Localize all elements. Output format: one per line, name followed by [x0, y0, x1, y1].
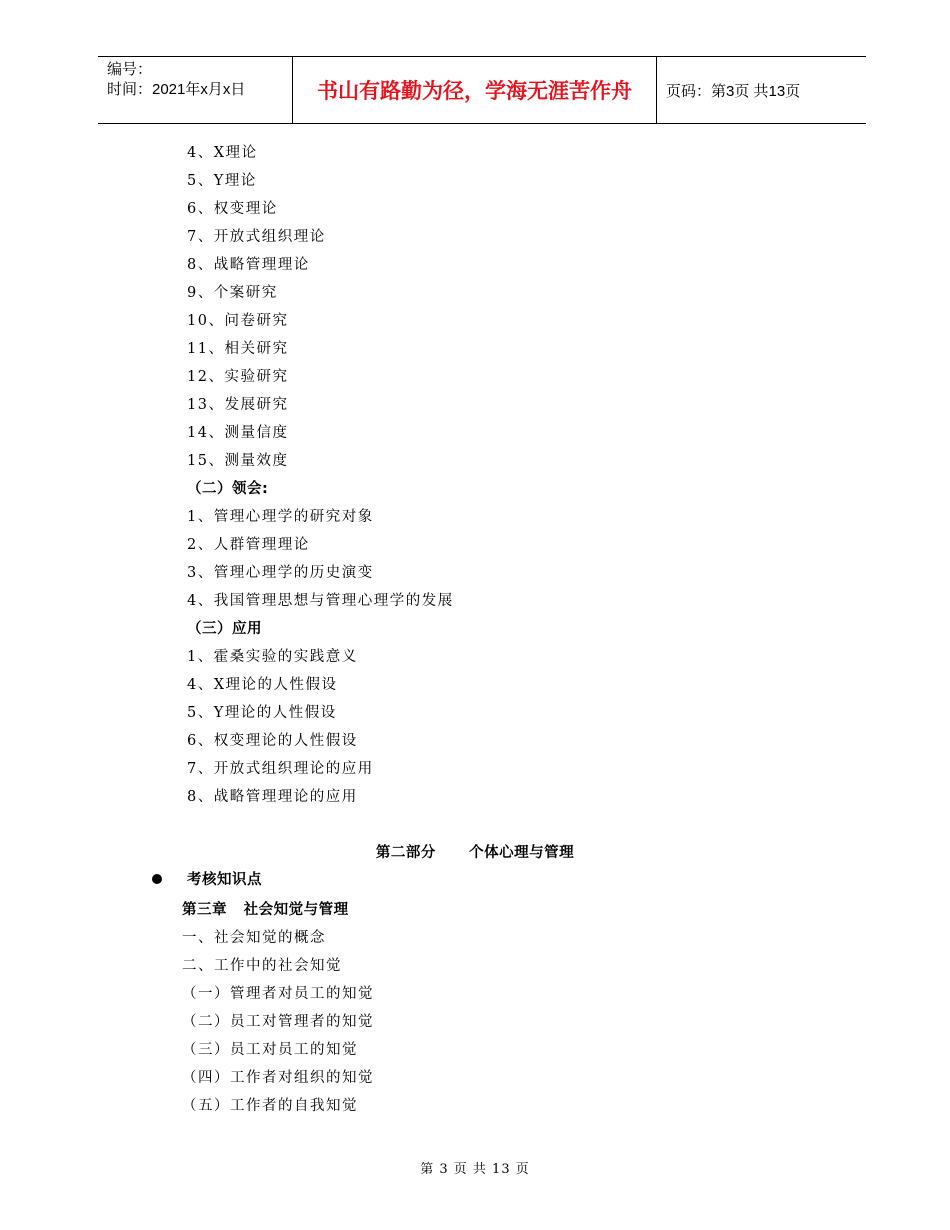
list-item: 5、Y理论的人性假设 — [187, 705, 337, 721]
list-item: 6、权变理论 — [187, 201, 278, 217]
list-item: 1、霍桑实验的实践意义 — [187, 649, 358, 665]
list-item: 5、Y理论 — [187, 173, 257, 189]
list-item: （五）工作者的自我知觉 — [182, 1098, 358, 1114]
list-item: 7、开放式组织理论的应用 — [187, 761, 374, 777]
list-item: 11、相关研究 — [187, 341, 289, 357]
list-item: 二、工作中的社会知觉 — [182, 958, 342, 974]
header-page-info: 页码：第3页 共13页 — [666, 82, 801, 100]
list-item: 9、个案研究 — [187, 285, 278, 301]
list-item: （一）管理者对员工的知觉 — [182, 986, 374, 1002]
page-footer: 第 3 页 共 13 页 — [420, 1162, 530, 1177]
page-header — [98, 56, 866, 124]
document-number-label: 编号： — [107, 61, 153, 78]
list-item: （四）工作者对组织的知觉 — [182, 1070, 374, 1086]
list-item: （三）员工对员工的知觉 — [182, 1042, 358, 1058]
part-title: 第二部分 个体心理与管理 — [375, 845, 575, 861]
list-item: 一、社会知觉的概念 — [182, 930, 326, 946]
section-heading-application: （三）应用 — [187, 621, 262, 637]
bullet-icon — [152, 874, 162, 884]
knowledge-points-heading: 考核知识点 — [187, 872, 262, 888]
list-item: 8、战略管理理论 — [187, 257, 310, 273]
list-item: 4、X理论 — [187, 145, 258, 161]
list-item: 4、X理论的人性假设 — [187, 677, 338, 693]
list-item: 1、管理心理学的研究对象 — [187, 509, 374, 525]
list-item: 4、我国管理思想与管理心理学的发展 — [187, 593, 454, 609]
list-item: 3、管理心理学的历史演变 — [187, 565, 374, 581]
section-heading-comprehension: （二）领会: — [187, 481, 269, 497]
header-meta — [98, 57, 293, 123]
header-motto: 书山有路勤为径，学海无涯苦作舟 — [293, 57, 657, 123]
list-item: 12、实验研究 — [187, 369, 289, 385]
list-item: 6、权变理论的人性假设 — [187, 733, 358, 749]
list-item: 13、发展研究 — [187, 397, 289, 413]
list-item: 10、问卷研究 — [187, 313, 289, 329]
list-item: 15、测量效度 — [187, 453, 289, 469]
list-item: （二）员工对管理者的知觉 — [182, 1014, 374, 1030]
chapter-title: 第三章 社会知觉与管理 — [182, 902, 349, 918]
document-time-label: 时间：2021年x月x日 — [107, 81, 246, 98]
list-item: 7、开放式组织理论 — [187, 229, 326, 245]
list-item: 2、人群管理理论 — [187, 537, 310, 553]
list-item: 14、测量信度 — [187, 425, 289, 441]
list-item: 8、战略管理理论的应用 — [187, 789, 358, 805]
